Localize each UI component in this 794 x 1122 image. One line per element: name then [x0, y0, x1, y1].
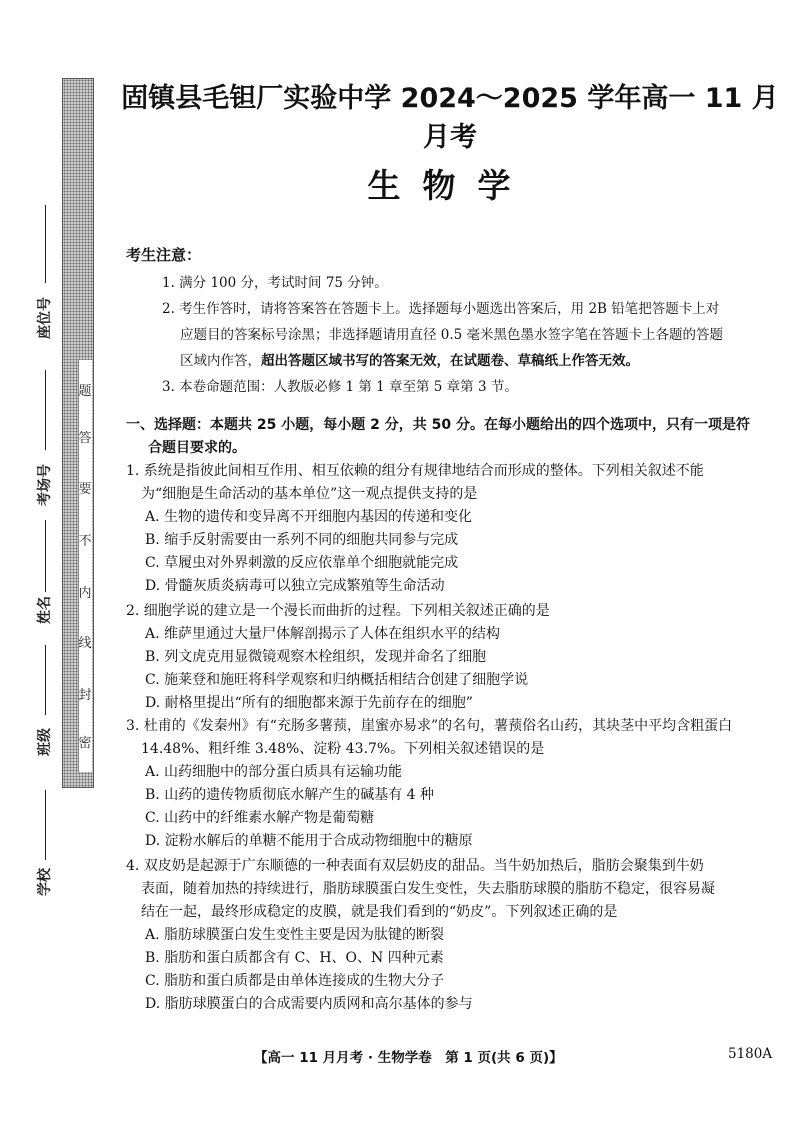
class-label: 班级: [37, 728, 53, 756]
question-3-stem-1: 3. 杜甫的《发秦州》有“充肠多薯蓣，崖蜜亦易求”的名句，薯蓣俗名山药，其块茎中平均含粗蛋白: [126, 718, 733, 734]
exam-room-label: 考场号: [37, 464, 53, 506]
question-3: [126, 715, 786, 853]
question-4-option-c[interactable]: C. 脂肪和蛋白质都是由单体连接成的生物大分子: [145, 973, 445, 989]
question-4-stem-2: 表面，随着加热的持续进行，脂肪球膜蛋白发生变性，失去脂肪球膜的脂肪不稳定，很容易凝: [141, 881, 715, 897]
question-3-option-d[interactable]: D. 淀粉水解后的单糖不能用于合成动物细胞中的糖原: [145, 833, 473, 849]
notice-item-2-line-2: 应题目的答案标号涂黑；非选择题请用直径 0.5 毫米黑色墨水签字笔在答题卡上各题的答题: [180, 327, 724, 343]
question-2-option-a[interactable]: A. 维萨里通过大量尸体解剖揭示了人体在组织水平的结构: [145, 626, 501, 642]
notice-item-2-line-3: [162, 348, 752, 374]
seat-number-label: 座位号: [37, 297, 53, 339]
question-2: [126, 600, 786, 715]
notice-item-2-line-1: 2. 考生作答时，请将答案答在答题卡上。选择题每小题选出答案后，用 2B 铅笔把答题卡上对: [162, 301, 720, 317]
question-3-option-c[interactable]: C. 山药中的纤维素水解产物是葡萄糖: [145, 810, 375, 826]
question-1-option-b[interactable]: B. 缩手反射需要由一系列不同的细胞共同参与完成: [145, 532, 459, 548]
seal-char-8: 密: [78, 736, 92, 751]
section-1-heading: [126, 414, 776, 460]
paper-code: 5180A: [728, 1046, 773, 1062]
school-line[interactable]: [45, 790, 46, 860]
question-2-option-b[interactable]: B. 列文虎克用显微镜观察木栓组织，发现并命名了细胞: [145, 649, 487, 665]
exam-title: 固镇县毛钽厂实验中学 2024～2025 学年高一 11 月月考: [121, 83, 779, 153]
notice-item-3: 3. 本卷命题范围：人教版必修 1 第 1 章至第 5 章第 3 节。: [162, 379, 518, 395]
notice-item-2-plain: 区域内作答，: [180, 353, 261, 369]
question-3-option-b[interactable]: B. 山药的遗传物质彻底水解产生的碱基有 4 种: [145, 787, 434, 803]
notice-item-1: 1. 满分 100 分，考试时间 75 分钟。: [162, 275, 388, 291]
question-4-option-b[interactable]: B. 脂肪和蛋白质都含有 C、H、O、N 四种元素: [145, 950, 444, 966]
name-label: 姓名: [37, 596, 53, 624]
exam-room-line[interactable]: [45, 370, 46, 450]
question-2-option-c[interactable]: C. 施莱登和施旺将科学观察和归纳概括相结合创建了细胞学说: [145, 672, 529, 688]
notice-heading: 考生注意：: [126, 246, 202, 264]
question-1: [126, 460, 786, 598]
question-1-stem-2: 为“细胞是生命活动的基本单位”这一观点提供支持的是: [141, 486, 478, 502]
notice-list: [162, 270, 752, 400]
question-4-stem-3: 结在一起，最终形成稳定的皮膜，就是我们看到的“奶皮”。下列叙述正确的是: [141, 904, 618, 920]
question-1-option-c[interactable]: C. 草履虫对外界刺激的反应依靠单个细胞就能完成: [145, 555, 459, 571]
question-3-stem-2: 14.48%、粗纤维 3.48%、淀粉 43.7%。下列相关叙述错误的是: [141, 741, 545, 757]
question-3-option-a[interactable]: A. 山药细胞中的部分蛋白质具有运输功能: [145, 764, 403, 780]
page-footer: 【高一 11 月月考 · 生物学卷 第 1 页(共 6 页)】: [254, 1050, 563, 1066]
seal-char-6: 线: [78, 636, 92, 651]
school-label: 学校: [37, 868, 53, 896]
question-4-option-a[interactable]: A. 脂肪球膜蛋白发生变性主要是因为肽键的断裂: [145, 927, 445, 943]
question-2-stem-1: 2. 细胞学说的建立是一个漫长而曲折的过程。下列相关叙述正确的是: [126, 603, 550, 619]
seal-char-7: 封: [78, 688, 92, 703]
binding-strip-inner: [78, 360, 92, 772]
notice-item-2-emphasis: 超出答题区域书写的答案无效，在试题卷、草稿纸上作答无效。: [261, 353, 639, 369]
seal-char-4: 不: [78, 534, 92, 549]
section-1-line-1: 一、选择题：本题共 25 小题，每小题 2 分，共 50 分。在每小题给出的四个选项中，只有一项是符: [126, 417, 750, 433]
question-4-stem-1: 4. 双皮奶是起源于广东顺德的一种表面有双层奶皮的甜品。当牛奶加热后，脂肪会聚集到牛奶: [126, 858, 704, 874]
question-2-option-d[interactable]: D. 耐格里提出“所有的细胞都来源于先前存在的细胞”: [145, 695, 473, 711]
question-1-option-a[interactable]: A. 生物的遗传和变异离不开细胞内基因的传递和变化: [145, 509, 473, 525]
question-4: [126, 855, 786, 1016]
seal-char-3: 要: [78, 482, 92, 497]
subject-title: 生物学: [367, 166, 533, 205]
section-1-line-2: 合题目要求的。: [148, 440, 246, 456]
seat-number-line[interactable]: [45, 205, 46, 283]
seal-char-2: 答: [78, 431, 92, 446]
seal-char-1: 题: [78, 384, 92, 399]
question-1-option-d[interactable]: D. 骨髓灰质炎病毒可以独立完成繁殖等生命活动: [145, 578, 445, 594]
class-line[interactable]: [45, 645, 46, 715]
seal-char-5: 内: [78, 586, 92, 601]
question-4-option-d[interactable]: D. 脂肪球膜蛋白的合成需要内质网和高尔基体的参与: [145, 996, 473, 1012]
question-1-stem-1: 1. 系统是指彼此间相互作用、相互依赖的组分有规律地结合而形成的整体。下列相关叙述不能: [126, 463, 704, 479]
